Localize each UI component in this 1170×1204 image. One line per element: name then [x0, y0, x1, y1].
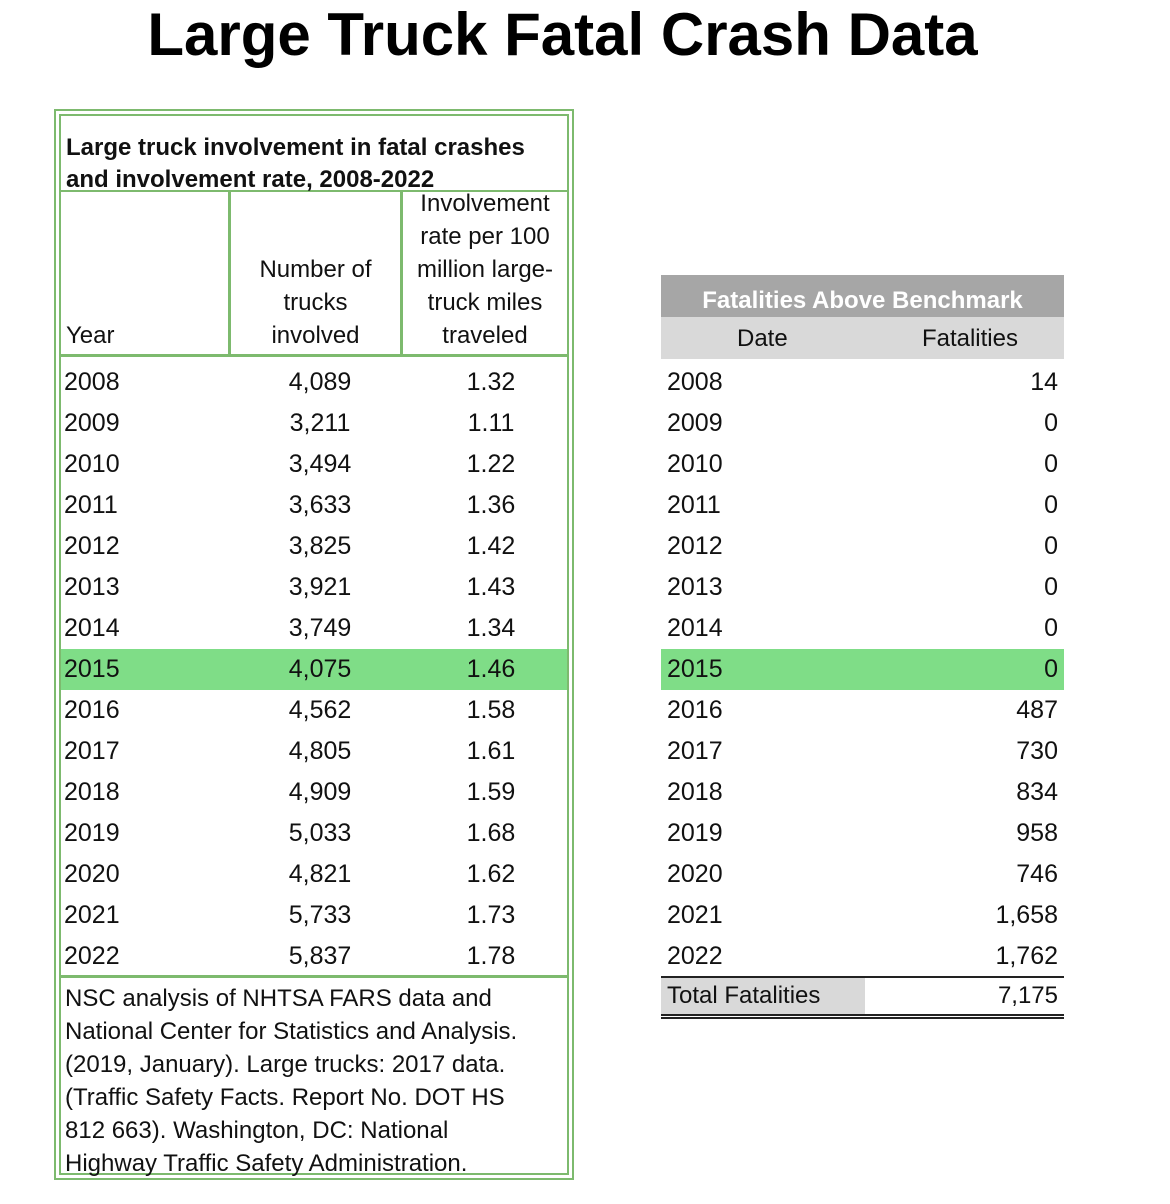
date-cell: 2021 [667, 901, 723, 929]
date-cell: 2015 [667, 655, 723, 683]
page-title: Large Truck Fatal Crash Data [147, 1, 978, 68]
rate-cell: 1.22 [466, 450, 516, 478]
rate-cell: 1.32 [466, 368, 516, 396]
table-row [661, 608, 1064, 649]
fatalities-cell: 0 [1044, 532, 1058, 560]
trucks-cell: 3,749 [288, 614, 352, 642]
table-row [661, 854, 1064, 895]
date-cell: 2012 [667, 532, 723, 560]
trucks-cell: 3,825 [288, 532, 352, 560]
truck-involvement-table [54, 109, 574, 1180]
fatalities-cell: 746 [1016, 860, 1058, 888]
table-row [661, 526, 1064, 567]
year-cell: 2011 [64, 491, 118, 519]
rate-cell: 1.61 [466, 737, 516, 765]
year-cell: 2019 [64, 819, 120, 847]
fatalities-above-benchmark-table [661, 275, 1064, 1009]
trucks-cell: 4,821 [288, 860, 352, 888]
rate-cell: 1.59 [466, 778, 516, 806]
column-header-date: Date [737, 325, 788, 352]
date-cell: 2013 [667, 573, 723, 601]
date-cell: 2018 [667, 778, 723, 806]
trucks-cell: 4,909 [288, 778, 352, 806]
table-row [61, 895, 567, 936]
date-cell: 2022 [667, 942, 723, 970]
table-row [661, 649, 1064, 690]
year-cell: 2013 [64, 573, 120, 601]
year-cell: 2016 [64, 696, 120, 724]
column-header-year: Year [61, 192, 231, 357]
table-row [61, 813, 567, 854]
table-row [61, 936, 567, 977]
column-header-trucks: Number of trucks involved [231, 192, 403, 357]
year-cell: 2020 [64, 860, 120, 888]
year-cell: 2014 [64, 614, 120, 642]
trucks-cell: 4,562 [288, 696, 352, 724]
table-row [61, 403, 567, 444]
table-row [661, 772, 1064, 813]
rate-cell: 1.62 [466, 860, 516, 888]
column-header-fatalities: Fatalities [921, 325, 1018, 352]
date-cell: 2008 [667, 368, 723, 396]
fatalities-cell: 1,762 [995, 942, 1058, 970]
table-row [61, 444, 567, 485]
table-row [661, 485, 1064, 526]
date-cell: 2017 [667, 737, 723, 765]
source-note: NSC analysis of NHTSA FARS data and National Center for Statistics and Analysis. (2019, January). Large trucks: 2017 data. (Traffic Safety Facts. Report No. DOT HS 812 663). Washington, DC: National Highway Traffic Safety Administration. [61, 975, 567, 1173]
fatalities-cell: 730 [1016, 737, 1058, 765]
trucks-cell: 4,089 [288, 368, 352, 396]
rate-cell: 1.34 [466, 614, 516, 642]
caption-line-2: and involvement rate, 2008-2022 [66, 166, 435, 193]
year-cell: 2022 [64, 942, 120, 970]
date-cell: 2009 [667, 409, 723, 437]
table-row [661, 936, 1064, 977]
rate-cell: 1.42 [466, 532, 516, 560]
rate-cell: 1.36 [466, 491, 516, 519]
table-row [61, 690, 567, 731]
fatalities-cell: 0 [1044, 614, 1058, 642]
trucks-cell: 4,805 [288, 737, 352, 765]
fatalities-cell: 0 [1044, 573, 1058, 601]
rate-cell: 1.68 [466, 819, 516, 847]
trucks-cell: 3,921 [288, 573, 352, 601]
table-header: Fatalities Above Benchmark [661, 275, 1064, 317]
year-cell: 2018 [64, 778, 120, 806]
total-value: 7,175 [997, 982, 1058, 1009]
fatalities-cell: 487 [1016, 696, 1058, 724]
trucks-cell: 4,075 [288, 655, 352, 683]
trucks-cell: 3,633 [288, 491, 352, 519]
fatalities-cell: 958 [1016, 819, 1058, 847]
table-row [61, 731, 567, 772]
fatalities-cell: 1,658 [995, 901, 1058, 929]
table-row [61, 526, 567, 567]
table-row [661, 362, 1064, 403]
trucks-cell: 5,733 [288, 901, 352, 929]
table-row [61, 567, 567, 608]
table-row [61, 649, 567, 690]
rate-cell: 1.73 [466, 901, 516, 929]
trucks-cell: 3,211 [289, 409, 351, 437]
table-row [661, 690, 1064, 731]
table-row [61, 362, 567, 403]
year-cell: 2021 [64, 901, 120, 929]
table-row [61, 772, 567, 813]
trucks-cell: 5,033 [288, 819, 352, 847]
table-row [61, 608, 567, 649]
table-row [661, 813, 1064, 854]
rate-cell: 1.43 [466, 573, 516, 601]
column-header-rate: Involvement rate per 100 million large- truck miles traveled [403, 192, 567, 357]
year-cell: 2010 [64, 450, 120, 478]
caption-line-1: Large truck involvement in fatal crashes [66, 134, 525, 161]
fatalities-cell: 0 [1044, 409, 1058, 437]
trucks-cell: 5,837 [288, 942, 352, 970]
table-row [661, 444, 1064, 485]
date-cell: 2019 [667, 819, 723, 847]
date-cell: 2014 [667, 614, 723, 642]
fatalities-cell: 14 [1030, 368, 1058, 396]
rate-cell: 1.11 [467, 409, 515, 437]
year-cell: 2008 [64, 368, 120, 396]
fatalities-cell: 0 [1044, 655, 1058, 683]
total-label: Total Fatalities [667, 982, 821, 1009]
column-headers [661, 317, 1064, 359]
year-cell: 2009 [64, 409, 120, 437]
table-row [661, 731, 1064, 772]
date-cell: 2010 [667, 450, 723, 478]
table-row [661, 567, 1064, 608]
date-cell: 2011 [667, 491, 721, 519]
fatalities-cell: 0 [1044, 491, 1058, 519]
date-cell: 2020 [667, 860, 723, 888]
total-row [661, 976, 1064, 1019]
date-cell: 2016 [667, 696, 723, 724]
year-cell: 2015 [64, 655, 120, 683]
year-cell: 2012 [64, 532, 120, 560]
fatalities-cell: 0 [1044, 450, 1058, 478]
rate-cell: 1.78 [466, 942, 516, 970]
trucks-cell: 3,494 [288, 450, 352, 478]
table-row [661, 895, 1064, 936]
table-row [661, 403, 1064, 444]
table-caption [61, 116, 567, 192]
table-row [61, 854, 567, 895]
fatalities-cell: 834 [1016, 778, 1058, 806]
year-cell: 2017 [64, 737, 120, 765]
rate-cell: 1.58 [466, 696, 516, 724]
rate-cell: 1.46 [466, 655, 516, 683]
table-row [61, 485, 567, 526]
